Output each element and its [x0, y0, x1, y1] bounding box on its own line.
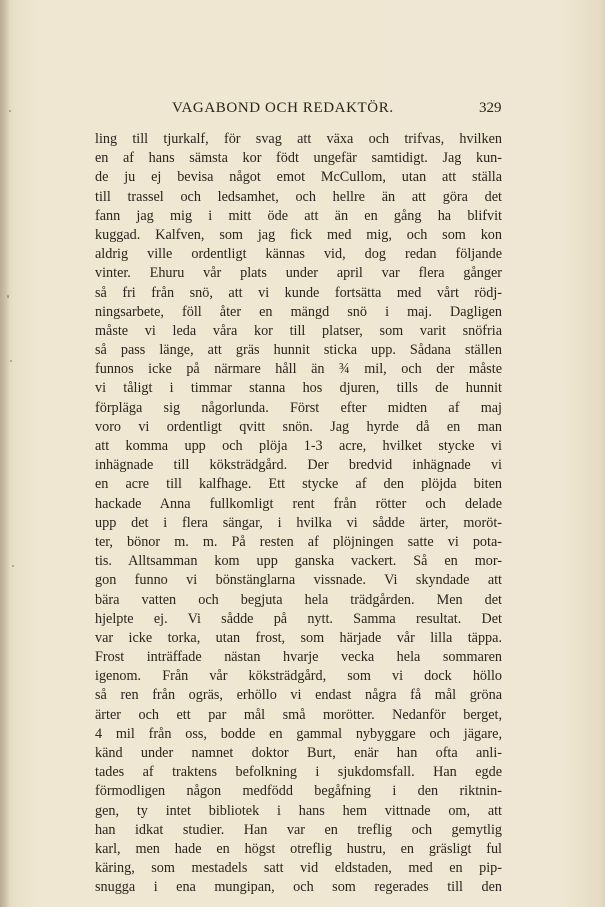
text-line: tis. Alltsamman kom upp ganska vackert. Så en mor- [95, 553, 502, 570]
text-line: vi tåligt i timmar stanna hos djuren, tills de hunnit [95, 380, 502, 397]
body-text [95, 130, 502, 898]
text-line: tades af traktens befolkning i sjukdomsfall. Han egde [95, 764, 502, 781]
text-line: känd under namnet doktor Burt, enär han ofta anli- [95, 745, 502, 761]
text-line: var icke torka, utan frost, som härjade vår lilla täppa. [95, 629, 502, 646]
text-line: ling till tjurkalf, för svag att växa och trifvas, hvilken [95, 131, 502, 147]
text-line: så ren från ogräs, erhöllo vi endast några få mål gröna [95, 687, 502, 704]
text-line: måste vi leda våra kor till platser, som varit snöfria [95, 322, 502, 339]
text-line: ter, bönor m. m. På resten af plöjningen satte vi pota- [95, 533, 502, 550]
running-title: VAGABOND OCH REDAKTÖR. [172, 100, 394, 116]
text-line: upp det i flera sängar, i hvilka vi sådde ärter, moröt- [95, 514, 502, 531]
text-line: ärter och ett par mål små morötter. Nedanför berget, [95, 706, 502, 723]
text-line: så pass länge, att gräs hunnit sticka upp. Sådana ställen [95, 342, 502, 359]
text-line: så fri från snö, att vi kunde fortsätta med vårt rödj- [95, 284, 502, 301]
text-line: inhägnade till köksträdgård. Der bredvid inhägnade vi [95, 457, 502, 474]
binding-gutter-shadow [0, 0, 10, 907]
text-line: till trassel och ledsamhet, och hellre än att göra det [95, 188, 502, 205]
text-line: fann jag mig i mitt öde att än en gång ha blifvit [95, 207, 502, 224]
text-line: de ju ej bevisa något emot McCullom, utan att ställa [95, 169, 502, 186]
text-line: käring, som mestadels satt vid eldstaden, med en pip- [95, 860, 502, 877]
text-line: funnos icke på närmare håll än ¾ mil, och der måste [95, 361, 502, 378]
running-header [0, 100, 605, 122]
text-line: bära vatten och begjuta hela trädgården. Men det [95, 591, 502, 608]
paper-speck [10, 360, 12, 362]
text-line: en af hans sämsta kor födt ungefär samtidigt. Jag kun- [95, 150, 502, 167]
text-line: gon funno vi bönstänglarna vissnade. Vi skyndade att [95, 572, 502, 589]
text-line: att komma upp och plöja 1-3 acre, hvilket stycke vi [95, 438, 502, 454]
page-number: 329 [479, 100, 502, 116]
text-line: voro vi ordentligt qvitt snön. Jag hyrde då en man [95, 418, 502, 435]
text-line: vinter. Ehuru vår plats under april var flera gånger [95, 265, 502, 282]
text-line: han idkat studier. Han var en treflig och gemytlig [95, 821, 502, 838]
text-line: aldrig ville ordentligt kännas vid, dog redan följande [95, 246, 502, 263]
paper-speck [12, 565, 14, 567]
text-line: karl, men hade en högst otreflig hustru, en gräsligt ful [95, 840, 502, 857]
text-line: kuggad. Kalfven, som jag fick med mig, och som kon [95, 226, 502, 243]
text-line: gen, ty intet bibliotek i hans hem vittnade om, att [95, 802, 502, 819]
text-line: en acre till kalfhage. Ett stycke af den plöjda biten [95, 476, 502, 493]
text-line: ningsarbete, föll åter en mängd snö i maj. Dagligen [95, 303, 502, 320]
text-line: hjelpte ej. Vi sådde på nytt. Samma resultat. Det [95, 610, 502, 627]
text-line: förmodligen någon medfödd begåfning i den riktnin- [95, 783, 502, 800]
paper-speck [7, 295, 9, 298]
text-line: förpläga sig någorlunda. Först efter midten af maj [95, 399, 502, 416]
text-line: 4 mil från oss, bodde en gammal nybyggare och jägare, [95, 725, 502, 742]
text-line: Frost inträffade nästan hvarje vecka hela sommaren [95, 649, 502, 666]
text-line: snugga i ena mungipan, och som regerades till den [95, 879, 502, 896]
text-line: hackade Anna fullkomligt rent från rötter och delade [95, 495, 502, 512]
text-line: igenom. Från vår köksträdgård, som vi dock höllo [95, 668, 502, 685]
